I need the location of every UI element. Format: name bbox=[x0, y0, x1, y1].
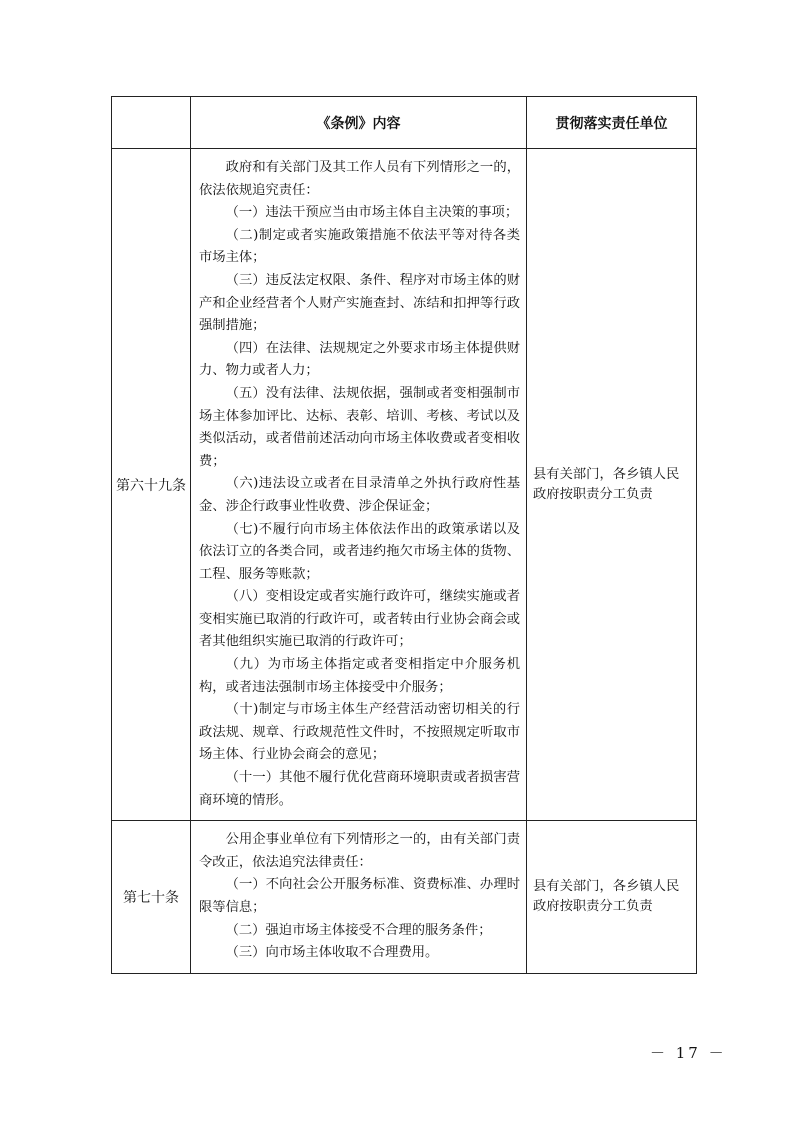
content-paragraph: （十)制定与市场主体生产经营活动密切相关的行政法规、规章、行政规范性文件时，不按照规定听取市场主体、行业协会商会的意见； bbox=[199, 702, 520, 763]
responsible-unit: 县有关部门，各乡镇人民政府按职责分工负责 bbox=[527, 149, 697, 821]
table-header-row bbox=[112, 97, 697, 149]
article-content bbox=[191, 149, 527, 821]
page-number: － 17 － bbox=[650, 1044, 727, 1062]
content-paragraph: （六)违法设立或者在目录清单之外执行政府性基金、涉企行政事业性收费、涉企保证金； bbox=[199, 476, 520, 514]
content-paragraph: （三）向市场主体收取不合理费用。 bbox=[225, 945, 439, 961]
content-paragraph: （二)制定或者实施政策措施不依法平等对待各类市场主体； bbox=[199, 227, 520, 266]
content-paragraph: （九）为市场主体指定或者变相指定中介服务机构，或者违法强制市场主体接受中介服务； bbox=[199, 657, 520, 695]
article-number: 第七十条 bbox=[112, 821, 191, 974]
content-paragraph: （八）变相设定或者实施行政许可，继续实施或者变相实施已取消的行政许可，或者转由行业协会商会或者其他组织实施已取消的行政许可； bbox=[199, 589, 520, 650]
content-paragraph: （十一）其他不履行优化营商环境职责或者损害营商环境的情形。 bbox=[199, 770, 520, 808]
regulation-table bbox=[111, 96, 697, 974]
header-article bbox=[112, 97, 191, 149]
article-content bbox=[191, 821, 527, 974]
content-paragraph: （七)不履行向市场主体依法作出的政策承诺以及依法订立的各类合同，或者违约拖欠市场主体的货物、工程、服务等账款； bbox=[199, 521, 520, 582]
content-paragraph: （一）不向社会公开服务标准、资费标准、办理时限等信息； bbox=[199, 877, 520, 915]
content-paragraph: 政府和有关部门及其工作人员有下列情形之一的，依法依规追究责任： bbox=[199, 160, 520, 198]
content-paragraph: （四）在法律、法规规定之外要求市场主体提供财力、物力或者人力； bbox=[199, 340, 520, 379]
table-row bbox=[112, 821, 697, 974]
responsible-unit: 县有关部门，各乡镇人民政府按职责分工负责 bbox=[527, 821, 697, 974]
table-row bbox=[112, 149, 697, 821]
content-paragraph: （三）违反法定权限、条件、程序对市场主体的财产和企业经营者个人财产实施查封、冻结和扣押等行政强制措施； bbox=[199, 272, 520, 334]
content-paragraph: （二）强迫市场主体接受不合理的服务条件； bbox=[225, 922, 492, 938]
article-number: 第六十九条 bbox=[112, 149, 191, 821]
content-paragraph: （一）违法干预应当由市场主体自主决策的事项； bbox=[225, 205, 519, 221]
content-paragraph: （五）没有法律、法规依据，强制或者变相强制市场主体参加评比、达标、表彰、培训、考核、考试以及类似活动，或者借前述活动向市场主体收费或者变相收费； bbox=[199, 385, 520, 469]
header-responsible-unit: 贯彻落实责任单位 bbox=[527, 97, 697, 149]
content-paragraph: 公用企事业单位有下列情形之一的，由有关部门责令改正，依法追究法律责任： bbox=[199, 832, 520, 870]
header-content: 《条例》内容 bbox=[191, 97, 527, 149]
